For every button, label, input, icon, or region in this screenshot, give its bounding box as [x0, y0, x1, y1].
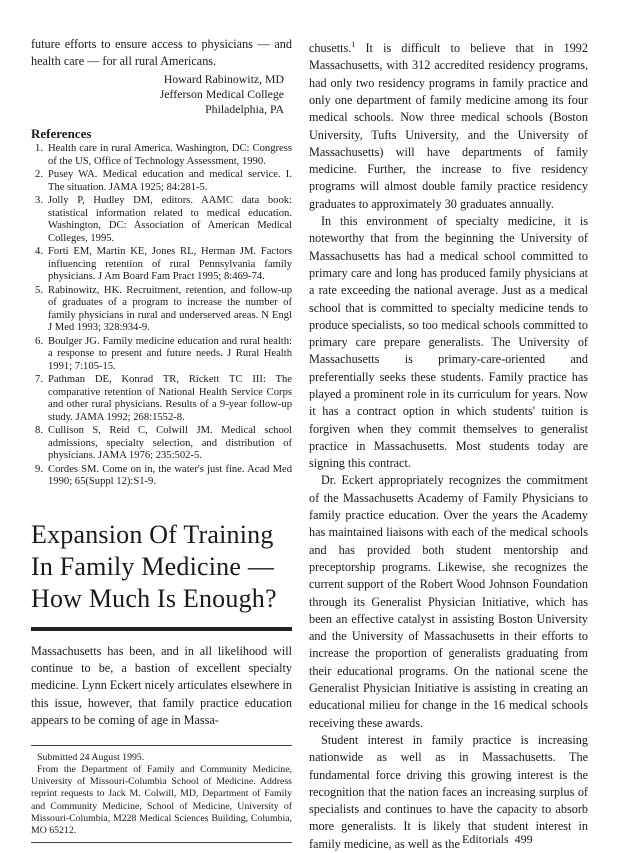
signature-affiliation: Jefferson Medical College — [159, 86, 284, 101]
footnote-rule — [31, 745, 292, 746]
footnote-submitted: Submitted 24 August 1995. — [37, 752, 145, 764]
footnote-bottom-rule — [31, 842, 292, 843]
reference-item: 7. Pathman DE, Konrad TR, Rickett TC III: The comparative retention of National Health Service Corps and other rural physicians. Results of a 9-year follow-up study. JAMA 1992; 268:1552-8. — [35, 374, 292, 423]
reference-item: 8. Cullison S, Reid C, Colwill JM. Medical school admissions, specialty selection, and distribution of physicians. JAMA 1976; 235:502-5. — [35, 425, 292, 462]
reference-item: 1. Health care in rural America. Washington, DC: Congress of the US, Office of Technology Assessment, 1990. — [35, 143, 292, 167]
body-paragraph-3: Dr. Eckert appropriately recognizes the commitment of the Massachusetts Academy of Family Physicians to family practice education. Over the years the Academy has maintained liaisons with each of the medical schools and has provided both student mentorship and preceptorship programs. Likewise, she recognizes the current support of the Robert Wood Johnson Foundation through its Generalist Physician Initiative, which has been an effective catalyst in assisting Boston University and the University of Massachusetts in their efforts to increase the proportion of generalists graduating from their educational programs. On the national scene the Generalist Physician Initiative is assisting in creating an educational milieu for change in the 16 medical schools receiving these awards. — [309, 473, 588, 730]
intro-paragraph: future efforts to ensure access to physicians — and health care — for all rural Americans. — [31, 37, 292, 69]
reference-item: 6. Boulger JG. Family medicine education and rural health: a response to present and future needs. J Rural Health 1991; 7:105-15. — [35, 335, 292, 372]
references-heading: References — [31, 126, 92, 142]
reference-item: 3. Jolly P, Hudley DM, editors. AAMC data book: statistical information related to medical education. Washington, DC: Association of American Medical Colleges, 1995. — [35, 195, 292, 244]
left-column — [31, 36, 292, 843]
body-paragraph-4: Student interest in family practice is increasing nationwide as well as in Massachusetts. The fundamental force driving this growing interest is the recognition that the nation faces an increasing surplus of specialists and continues to have the capacity to absorb more generalists. It is likely that student interest in family medicine, as well as the — [309, 732, 588, 851]
article-body-opening: Massachusetts has been, and in all likelihood will continue to be, a bastion of excellent specialty medicine. Lynn Eckert nicely articulates elsewhere in this issue, however, that family practice education appears to be coming of age in Massa- — [31, 643, 292, 727]
title-rule — [31, 627, 292, 631]
signature-name: Howard Rabinowitz, MD — [163, 71, 284, 86]
article-title: Expansion Of Training In Family Medicine — How Much Is Enough? — [31, 519, 277, 613]
footnote-affiliation: From the Department of Family and Community Medicine, University of Missouri-Columbia School of Medicine. Address reprint requests to Jack M. Colwill, MD, Department of Family and Community Medicine, School of Medicine, University of Missouri-Columbia, M228 Medical Sciences Building, Columbia, MO 65212. — [31, 764, 292, 836]
page-folio — [462, 832, 533, 847]
body-paragraph-2: In this environment of specialty medicine, it is noteworthy that from the beginning the University of Massachusetts has had a medical school committed to primary care and long has produced family physicians at a rate exceeding the national average. Just as a medical school that is committed to specialty medicine tends to produce specialists, so too medical schools committed to primary care prepare generalists. The University of Massachusetts is primary-care-oriented and preferentially seeks these students. Family practice has played a prominent role in its curriculum for years. Now it has a contract option in which students' tuition is forgiven when they commit themselves to generalist practice in Massachusetts. Most students today are signing this contract. — [309, 214, 588, 471]
right-column — [309, 36, 588, 853]
author-signature — [31, 72, 284, 118]
references-list — [31, 143, 292, 489]
body-paragraph-1: chusetts.$^1$ It is difficult to believe that in 1992 Massachusetts, with 312 accredited residency programs, had only two residency programs in family practice and only one department of family medicine among its four medical schools. Now three medical schools (Boston University, Tufts University, and the University of Massachusetts) will have departments of family medicine. Further, the increase to five residency programs will almost double family practice residency graduates to approximately 30 graduates annually. — [309, 40, 588, 211]
section-name: Editorials — [462, 832, 509, 846]
reference-item: 2. Pusey WA. Medical education and medical service. I. The situation. JAMA 1925; 84:281-5. — [35, 169, 292, 193]
signature-location: Philadelphia, PA — [205, 102, 284, 116]
reference-item: 4. Forti EM, Martin KE, Jones RL, Herman JM. Factors influencing retention of rural Pennsylvania family physicians. J Am Board Fam Pract 1995; 8:469-74. — [35, 246, 292, 283]
citation-superscript: 1 — [351, 40, 356, 49]
page-number: 499 — [514, 832, 533, 846]
reference-item: 5. Rabinowitz, HK. Recruitment, retention, and follow-up of graduates of a program to increase the number of family physicians in rural and underserved areas. N Engl J Med 1993; 328:934-9. — [35, 284, 292, 334]
reference-item: 9. Cordes SM. Come on in, the water's just fine. Acad Med 1990; 65(Suppl 12):S1-9. — [35, 463, 292, 488]
